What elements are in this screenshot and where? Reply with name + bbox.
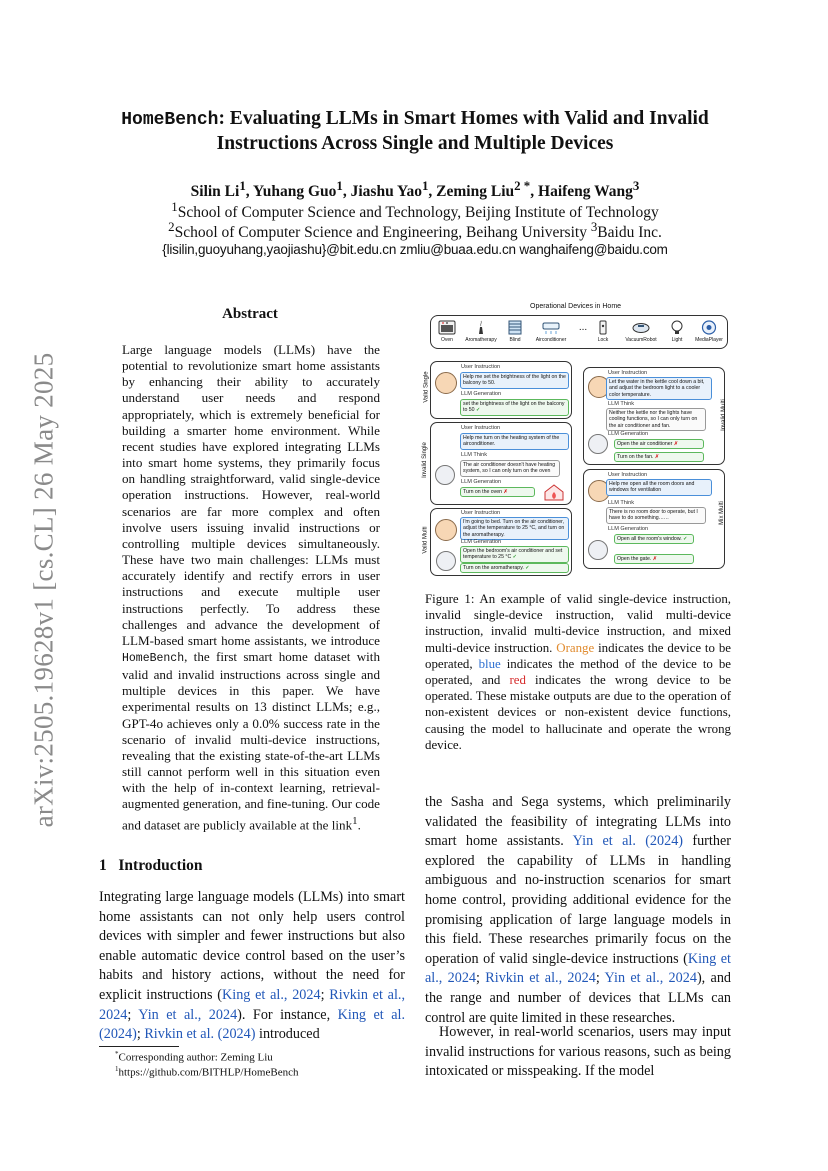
llm-think-text: Neither the kettle nor the lights have cooling functions, so I can only turn on the air conditioner and fan. [606, 408, 706, 431]
panel-invalid-single [421, 422, 572, 505]
user-instruction-text: I'm going to bed. Turn on the air conditioner, adjust the temperature to 25 °C, and turn on the aromatherapy. [460, 517, 569, 540]
llm-generation-text: Turn on the fan. [617, 454, 654, 460]
abstract-text: . [357, 816, 361, 832]
llm-generation-box [614, 439, 704, 449]
panel-label: User Instruction [461, 364, 501, 370]
device-aromatherapy [467, 320, 495, 350]
citation-link[interactable]: Yin et al., 2024 [138, 1006, 238, 1023]
vacuum-robot-icon [632, 320, 650, 335]
citation-link[interactable]: Rivkin et al., 2024 [485, 970, 596, 987]
llm-generation-text: Open the air conditioner [617, 441, 673, 447]
author-affil-mark: 1 [239, 178, 246, 193]
panel-invalid-multi [583, 367, 725, 465]
llm-generation-text: set the brightness of the light on the balcony to 50 [463, 401, 565, 414]
author-name: Silin Li [190, 183, 240, 201]
devices-panel [430, 315, 728, 349]
arxiv-side-stamp [14, 340, 74, 840]
body-text: ; [320, 986, 330, 1003]
device-label: MediaPlayer [695, 337, 723, 343]
device-label: Oven [441, 337, 453, 343]
affil-text: School of Computer Science and Engineering, Beihang University [174, 224, 591, 242]
cross-icon: ✗ [503, 489, 508, 495]
author-affil-mark: 1 [421, 178, 429, 193]
footnote-mark: 1 [115, 1065, 119, 1073]
body-text: ), and the range and number of devices that LLMs can control are quite limited in these researches. [425, 970, 732, 1026]
panel-label: User Instruction [608, 472, 648, 478]
llm-robot-icon [588, 540, 608, 560]
citation-link[interactable]: King et al., 2024 [222, 986, 321, 1003]
llm-generation-box [460, 546, 569, 563]
author-affil-mark: 1 [336, 178, 343, 193]
panel-tag: Valid Single [423, 371, 430, 403]
llm-generation-box [614, 452, 704, 462]
affiliation-2 [100, 219, 730, 242]
device-lock [589, 320, 617, 350]
author-name: Haifeng Wang [538, 183, 633, 201]
affil-text: School of Computer Science and Technology, Beijing Institute of Technology [177, 204, 659, 222]
citation-link[interactable]: King et al., 2024 [425, 950, 731, 987]
panel-label: LLM Think [608, 401, 635, 407]
llm-robot-icon [435, 465, 455, 485]
title-line1: : Evaluating LLMs in Smart Homes with Valid and Invalid [218, 108, 709, 129]
author-emails: {lisilin,guoyuhang,yaojiashu}@bit.edu.cn zmliu@buaa.edu.cn wanghaifeng@baidu.com [162, 242, 668, 257]
right-paragraph-2: However, in real-world scenarios, users may input invalid instructions for various reasons, such as being intoxicated or misspeaking. If the model [425, 1024, 731, 1080]
citation-link[interactable]: Yin et al. (2024) [572, 833, 684, 850]
caption-text: indicates the wrong device to be operated. These mistake outputs are due to the operation of non-existent devices or non-existent device functions, causing the model to hallucinate and operate the wrong device. [425, 673, 732, 752]
device-label: Lock [597, 337, 609, 343]
device-label: Light [671, 337, 683, 343]
system-name: HomeBench [121, 110, 219, 130]
panel-tag: Mix Multi [718, 501, 725, 525]
footnote-text: Corresponding author: Zeming Liu [118, 1051, 273, 1064]
body-text: ; [136, 1026, 145, 1043]
panel-label: User Instruction [461, 425, 501, 431]
section-heading [99, 857, 203, 875]
author-list: Silin Li$^1$, Yuhang Guo$^1$, Jiashu Yao$^1$, Zeming Liu$^{2 *}$, Haifeng Wang$^3$ [190, 178, 640, 201]
check-icon: ✓ [525, 565, 530, 571]
lock-icon [594, 320, 612, 335]
abstract-heading: Abstract [222, 306, 278, 322]
figure-1 [421, 303, 731, 581]
user-avatar-icon [435, 519, 457, 541]
panel-label: LLM Think [461, 452, 488, 458]
light-icon [668, 320, 686, 335]
panel-label: LLM Think [608, 500, 635, 506]
device-mediaplayer [695, 320, 723, 350]
device-oven [433, 320, 461, 350]
aromatherapy-icon [472, 320, 490, 335]
author-affil-mark: 2 * [514, 178, 531, 193]
intro-paragraph [99, 888, 405, 1045]
body-text: ). For instance, [237, 1006, 338, 1023]
affil-mark: 2 [168, 219, 175, 234]
footnote-corresponding [115, 1050, 273, 1064]
user-avatar-icon [435, 372, 457, 394]
author-name: Yuhang Guo [252, 183, 337, 201]
right-paragraph-1 [425, 793, 731, 1028]
check-icon: ✓ [512, 554, 518, 561]
panel-valid-single [423, 361, 572, 419]
device-label: Blind [509, 337, 521, 343]
llm-robot-icon [436, 551, 456, 571]
figure-caption [425, 591, 731, 753]
panel-tag: Valid Multi [422, 526, 429, 554]
body-text: ; [127, 1006, 139, 1023]
device-blind [501, 320, 529, 350]
panel-label: LLM Generation [461, 391, 502, 397]
panel-valid-multi [422, 508, 572, 576]
section-number: 1 [99, 857, 107, 874]
panel-label: LLM Generation [461, 479, 502, 485]
device-vacuumrobot [627, 320, 655, 350]
device-label: Airconditioner [535, 337, 567, 343]
cross-icon: ✗ [673, 441, 679, 447]
footnote-url[interactable]: https://github.com/BITHLP/HomeBench [118, 1066, 299, 1079]
panel-label: LLM Generation [608, 431, 649, 437]
system-name-inline: HomeBench [122, 651, 185, 665]
caption-text: indicates the device to be operated, [425, 640, 731, 671]
panel-tag: Invalid Single [421, 442, 428, 478]
figure-devices-label: Operational Devices in Home [530, 303, 622, 310]
body-text: ; [476, 970, 486, 987]
abstract-text: Large language models (LLMs) have the potential to revolutionize smart home assistants by enhancing their ability to accurately understand user needs and respond appropriately, which is extremely beneficial for building a smarter home environment. While recent studies have explored integrating LLMs into smart home systems, they primarily focus on handling straightforward, valid single-device operation instructions. However, real-world scenarios are far more complex and often involve users issuing invalid instructions or controlling multiple devices simultaneously. These have two main challenges: LLMs must accurately identify and rectify errors in user instructions and execute multiple user instructions perfectly. To address these challenges and advance the development of LLM-based smart home assistants, we introduce [122, 342, 380, 648]
caption-red-word: red [509, 673, 526, 688]
panel-label: LLM Generation [461, 539, 502, 545]
body-text: introduced [255, 1026, 320, 1043]
panel-tag: Invalid Multi [720, 399, 727, 431]
airconditioner-icon [542, 320, 560, 335]
llm-generation-text: Open the bedroom's air conditioner and set temperature to 25 °C [463, 548, 563, 561]
llm-generation-box [460, 399, 569, 416]
abstract-body [122, 342, 380, 833]
llm-robot-icon [588, 434, 608, 454]
check-icon: ✓ [683, 536, 688, 542]
caption-orange-word: Orange [556, 640, 595, 655]
footnote-link [115, 1065, 298, 1079]
body-text: Integrating large language models (LLMs) into smart home assistants can not only help users control devices with simpler and fewer instructions but also enable automatic device control based on the user’s habits and history actions, without the need for explicit instructions ( [99, 889, 405, 1003]
footnote-mark[interactable]: 1 [352, 814, 358, 827]
llm-generation-box [460, 487, 535, 497]
citation-link[interactable]: Rivkin et al. (2024) [144, 1026, 256, 1043]
paper-title [100, 107, 730, 156]
device-label: VacuumRobot [625, 337, 657, 343]
user-instruction-text: Help me open all the room doors and windows for ventilation [606, 479, 712, 496]
llm-generation-text: Turn on the aromatherapy. [463, 565, 524, 571]
llm-generation-box [460, 563, 569, 573]
caption-text: indicates the method of the device to be operated, and [425, 656, 731, 688]
author-affil-mark: 3 [632, 178, 640, 193]
panel-label: LLM Generation [608, 526, 649, 532]
oven-icon [438, 320, 456, 335]
house-fire-icon [543, 483, 565, 501]
affil-text: Baidu Inc. [597, 224, 662, 242]
caption-text: Figure 1: An example of valid single-device instruction, invalid single-device instruction, valid multi-device instruction, invalid multi-device instruction, and mixed multi-device instruction. [425, 592, 731, 655]
user-instruction-text: Help me set the brightness of the light on the balcony to 50. [460, 372, 569, 389]
body-text: further explored the capability of LLMs in handling ambiguous and no-instruction scenarios for smart home control, providing additional evidence for the promising application of large language models in this field. These researches primarily focus on the operation of valid single-device instructions ( [425, 833, 731, 967]
affil-mark: 1 [171, 199, 178, 214]
llm-generation-box [614, 554, 694, 564]
device-airconditioner [537, 320, 565, 350]
caption-blue-word: blue [478, 656, 501, 671]
body-text: ; [595, 970, 605, 987]
title-line2: Instructions Across Single and Multiple Devices [216, 133, 614, 154]
citation-link[interactable]: Yin et al., 2024 [604, 970, 697, 987]
device-light [663, 320, 691, 350]
device-label: Aromatherapy [465, 337, 497, 343]
media-player-icon [700, 320, 718, 335]
llm-generation-text: Open all the room's window. [617, 536, 682, 542]
llm-generation-text: Turn on the oven [463, 489, 503, 495]
llm-generation-box [614, 534, 694, 544]
panel-mix-multi [583, 469, 725, 569]
citation-link[interactable]: Rivkin et al., 2024 [99, 986, 406, 1023]
footnote-rule [99, 1046, 179, 1047]
panel-label: User Instruction [608, 370, 648, 376]
affil-mark: 3 [590, 219, 598, 234]
device-ellipsis: ... [578, 322, 588, 333]
llm-think-text: The air conditioner doesn't have heating system, so I can only turn on the oven [460, 460, 560, 477]
footnote-mark: * [115, 1050, 119, 1058]
author-name: Zeming Liu [436, 183, 515, 201]
user-instruction-text: Let the water in the kettle cool down a bit, and adjust the bedroom light to a cooler color temperature. [606, 377, 712, 400]
user-instruction-text: Help me turn on the heating system of the airconditioner. [460, 433, 569, 450]
body-text: the Sasha and Sega systems, which preliminarily validated the feasibility of integrating LLMs into smart home assistants. [425, 794, 731, 850]
author-name: Jiashu Yao [350, 183, 422, 201]
cross-icon: ✗ [652, 556, 658, 562]
citation-link[interactable]: King et al. (2024) [99, 1006, 406, 1043]
arxiv-id: arXiv:2505.19628v1 [cs.CL] 26 May 2025 [28, 352, 59, 828]
panel-label: User Instruction [461, 510, 501, 516]
blind-icon [506, 320, 524, 335]
check-icon: ✓ [476, 407, 481, 414]
abstract-text: , the first smart home dataset with valid and invalid instructions across single and multiple devices in this paper. We have experimental results on 13 distinct LLMs; e.g., GPT-4o achieves only a 0.0% success rate in the scenario of invalid multi-device instructions, revealing that the existing state-of-the-art LLMs still cannot perform well in this situation even with the help of in-context learning, retrieval-augmented generation, and fine-tuning. Our code and dataset are publicly available at the link [122, 648, 380, 832]
cross-icon: ✗ [654, 454, 660, 460]
section-title: Introduction [118, 857, 203, 874]
llm-generation-text: Open the gate. [617, 556, 652, 562]
llm-think-text: There is no room door to operate, but I have to do something…… [606, 507, 706, 524]
